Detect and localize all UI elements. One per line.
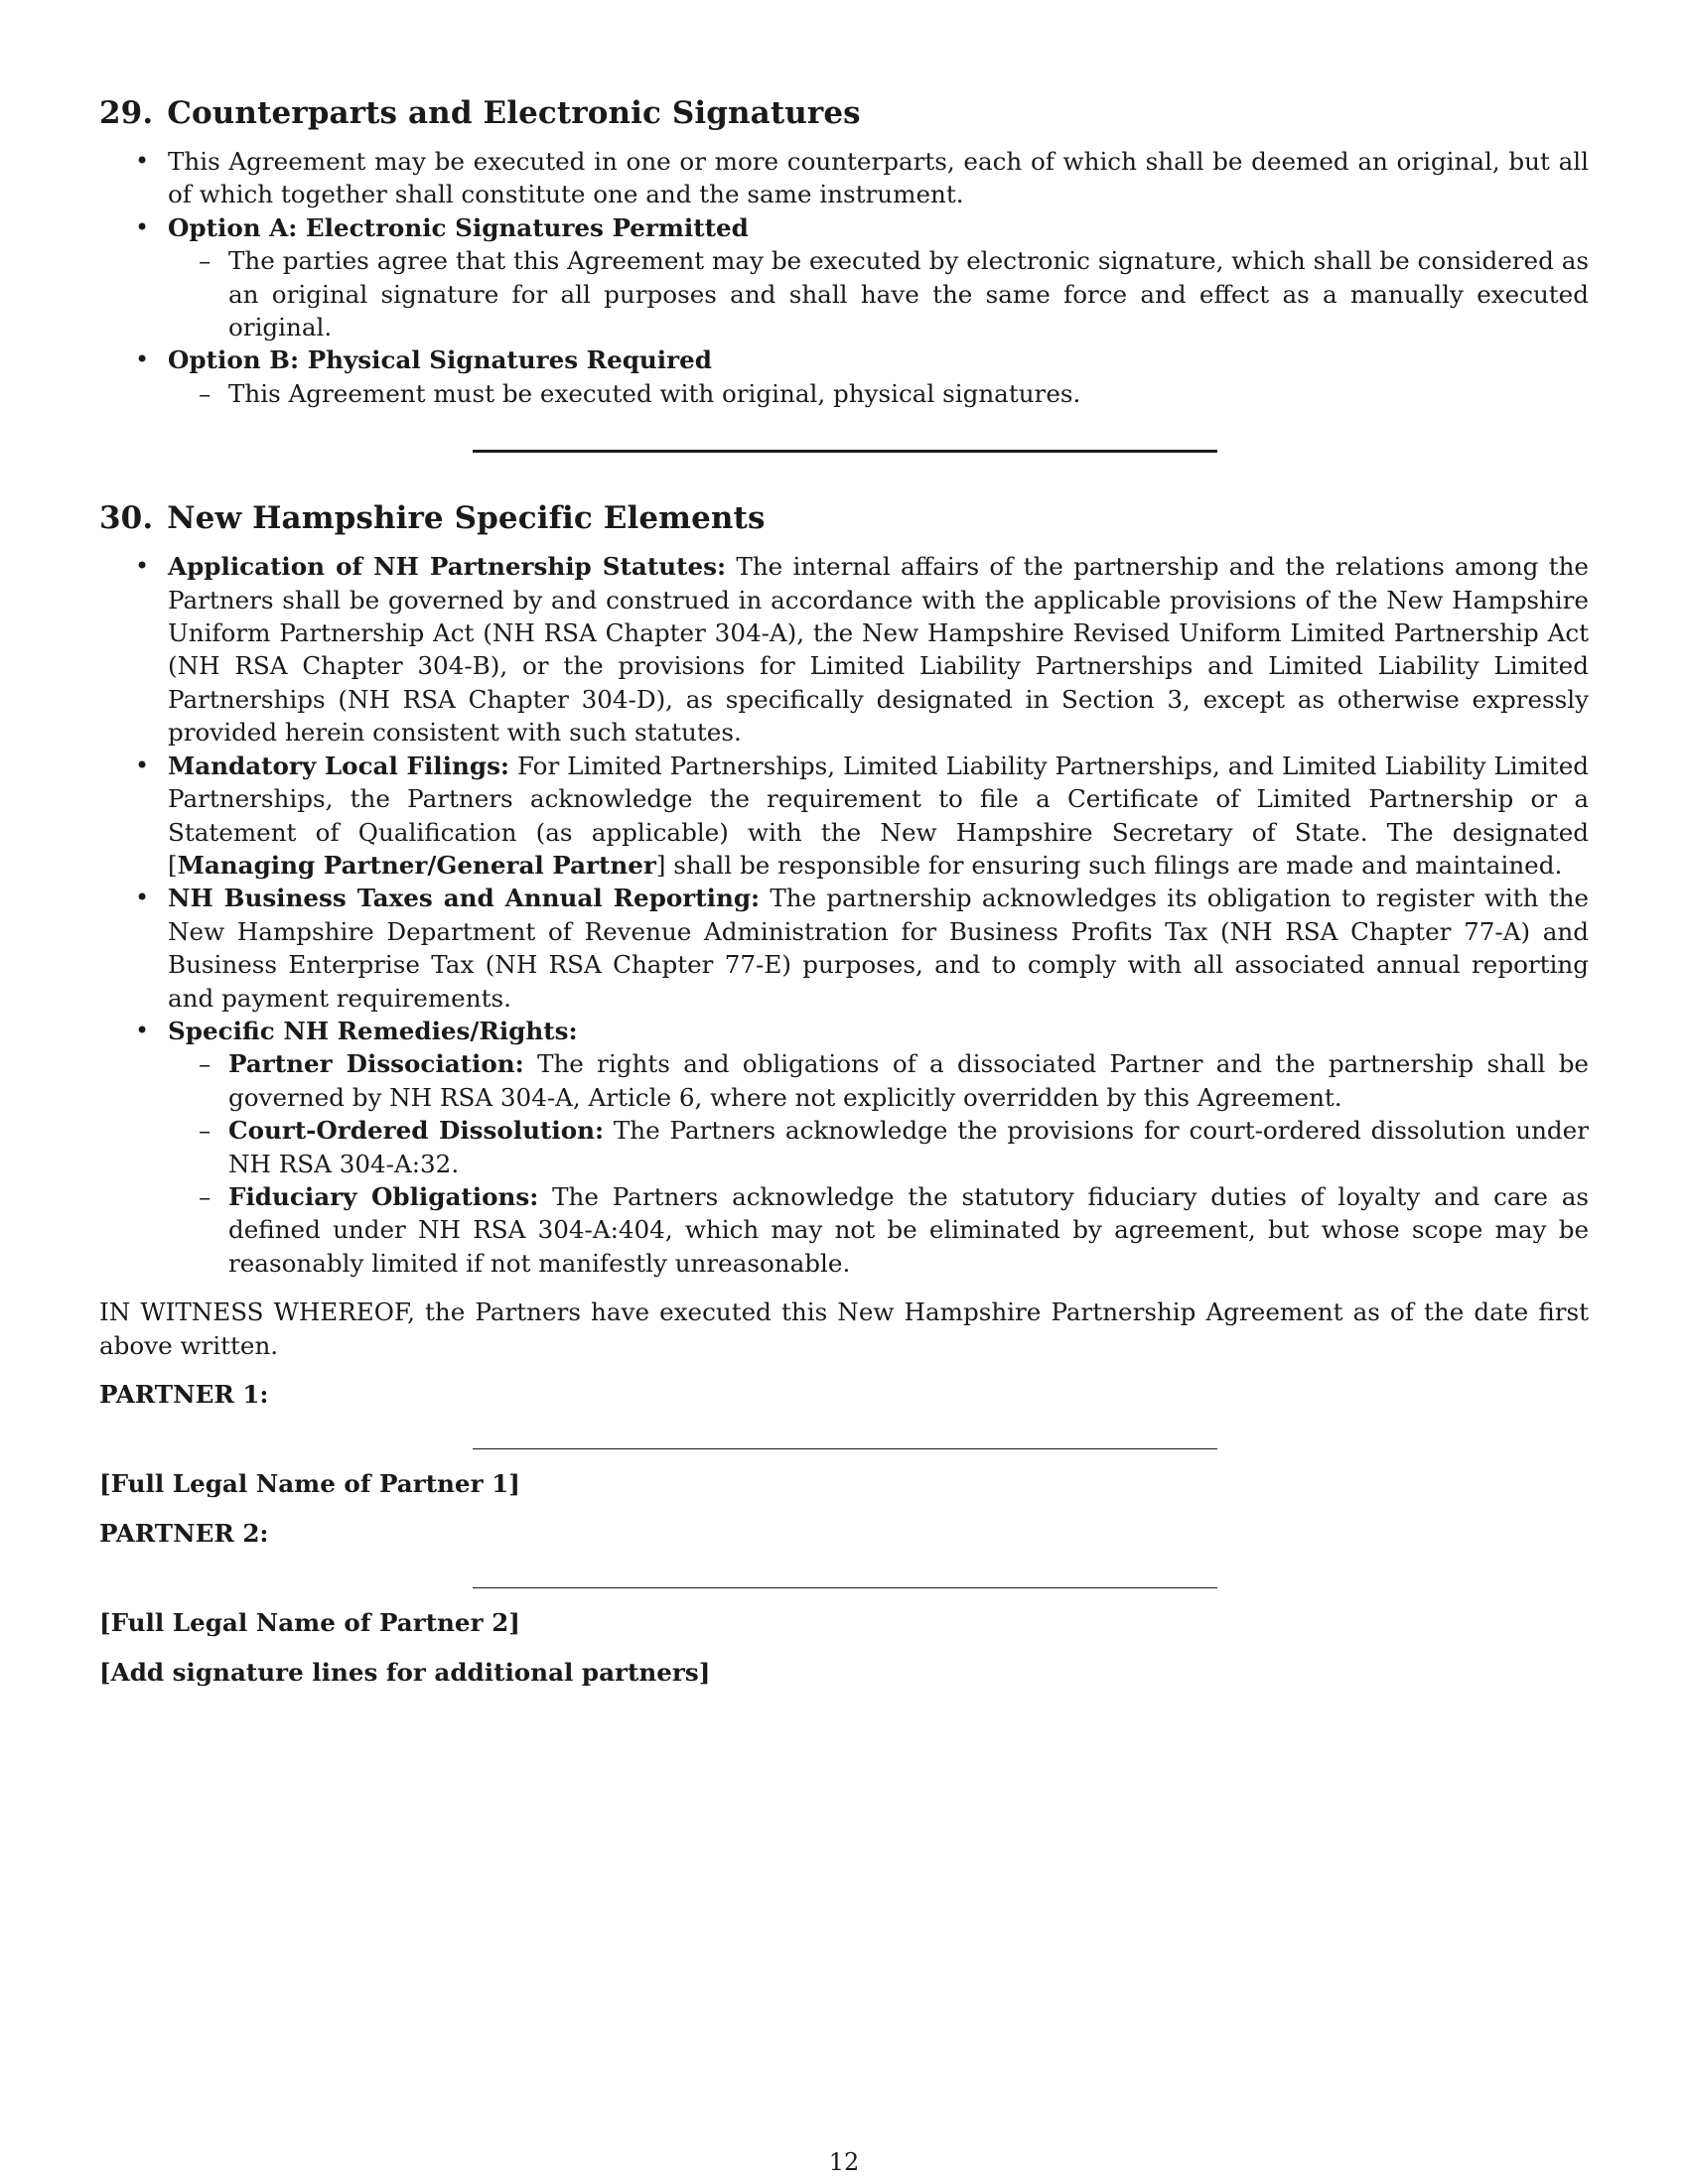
clause-text: This Agreement may be executed in one or more counterparts, each of which shall be deemed an original, but all of which together shall constitute one and the same instrument. — [168, 147, 1589, 209]
list-item — [99, 211, 1589, 344]
sub-clause-label: Partner Dissociation: — [228, 1049, 524, 1079]
section-30-list — [99, 550, 1589, 1280]
clause-text: For Limited Partnerships, Limited Liability Partnerships, and Limited Liability Limited Partnerships, the Partners acknowledge the requirement to file a Certificate of Limited Partnership or a Statement of Qualification (as applicable) with the New Hampshire Secretary of State. The designated [ — [168, 751, 1589, 880]
list-item — [99, 1015, 1589, 1280]
partner-2-name: [Full Legal Name of Partner 2] — [99, 1608, 520, 1638]
page-number: 12 — [828, 2148, 860, 2176]
clause-label: NH Business Taxes and Annual Reporting: — [168, 884, 761, 913]
clause-text: This Agreement must be executed with original, physical signatures. — [228, 378, 1081, 408]
sub-list-item — [168, 377, 1589, 410]
sub-clause-label: Fiduciary Obligations: — [228, 1181, 539, 1211]
clause-label: Application of NH Partnership Statutes: — [168, 552, 727, 582]
partner-1-signature-line — [473, 1448, 1217, 1449]
option-a-label: Option A: Electronic Signatures Permitted — [168, 212, 749, 242]
partner-2-label: PARTNER 2: — [99, 1518, 269, 1548]
clause-text: The partnership acknowledges its obligation to register with the New Hampshire Department of Revenue Administration for Business Profits Tax (NH RSA Chapter 77-A) and Business Enterprise Tax (NH RSA Chapter 77-E) purposes, and to comply with all associated annual reporting and payment requirements. — [168, 884, 1589, 1013]
list-item — [99, 750, 1589, 883]
partner-1-name: [Full Legal Name of Partner 1] — [99, 1469, 520, 1499]
option-b-label: Option B: Physical Signatures Required — [168, 345, 712, 375]
sub-list-item — [168, 244, 1589, 343]
placeholder-text: Managing Partner/General Partner — [177, 850, 656, 880]
witness-clause: IN WITNESS WHEREOF, the Partners have executed this New Hampshire Partnership Agreement as of the date first above written. — [99, 1297, 1589, 1360]
section-number: 30. — [99, 500, 154, 537]
list-item — [99, 550, 1589, 749]
sub-list — [168, 1047, 1589, 1280]
sub-list-item — [168, 1114, 1589, 1180]
clause-text: The Partners acknowledge the statutory fiduciary duties of loyalty and care as defined under NH RSA 304-A:404, which may not be eliminated by agreement, but whose scope may be reasonably limited if not manifestly unreasonable. — [228, 1181, 1589, 1278]
section-title: Counterparts and Electronic Signatures — [167, 95, 861, 131]
section-29-list — [99, 145, 1589, 410]
list-item — [99, 145, 1589, 211]
sub-list-item — [168, 1047, 1589, 1114]
list-item — [99, 882, 1589, 1015]
sub-clause-label: Court-Ordered Dissolution: — [228, 1116, 605, 1146]
section-30-heading — [99, 496, 1589, 540]
document-page — [99, 91, 1589, 1689]
clause-text: The rights and obligations of a dissociated Partner and the partnership shall be governed by NH RSA 304-A, Article 6, where not explicitly overridden by this Agreement. — [228, 1049, 1589, 1112]
section-title: New Hampshire Specific Elements — [167, 500, 766, 537]
section-divider — [473, 450, 1217, 453]
additional-signatures-note: [Add signature lines for additional partners] — [99, 1657, 711, 1687]
clause-label: Specific NH Remedies/Rights: — [168, 1016, 578, 1045]
clause-text: The Partners acknowledge the provisions for court-ordered dissolution under NH RSA 304-A:32. — [228, 1116, 1589, 1178]
partner-2-signature-line — [473, 1587, 1217, 1588]
list-item — [99, 343, 1589, 410]
section-29-heading — [99, 91, 1589, 135]
sub-list-item — [168, 1180, 1589, 1280]
clause-text: The parties agree that this Agreement may be executed by electronic signature, which shall be considered as an original signature for all purposes and shall have the same force and effect as a manually executed original. — [228, 246, 1589, 342]
partner-1-label: PARTNER 1: — [99, 1380, 269, 1409]
sub-list — [168, 377, 1589, 410]
clause-text: ] shall be responsible for ensuring such filings are made and maintained. — [655, 850, 1563, 880]
section-number: 29. — [99, 95, 154, 131]
clause-text: The internal affairs of the partnership and the relations among the Partners shall be governed by and construed in accordance with the applicable provisions of the New Hampshire Uniform Partnership Act (NH RSA Chapter 304-A), the New Hampshire Revised Uniform Limited Partnership Act (NH RSA Chapter 304-B), or the provisions for Limited Liability Partnerships and Limited Liability Limited Partnerships (NH RSA Chapter 304-D), as specifically designated in Section 3, except as otherwise expressly provided herein consistent with such statutes. — [168, 552, 1589, 748]
sub-list — [168, 244, 1589, 343]
clause-label: Mandatory Local Filings: — [168, 751, 509, 780]
